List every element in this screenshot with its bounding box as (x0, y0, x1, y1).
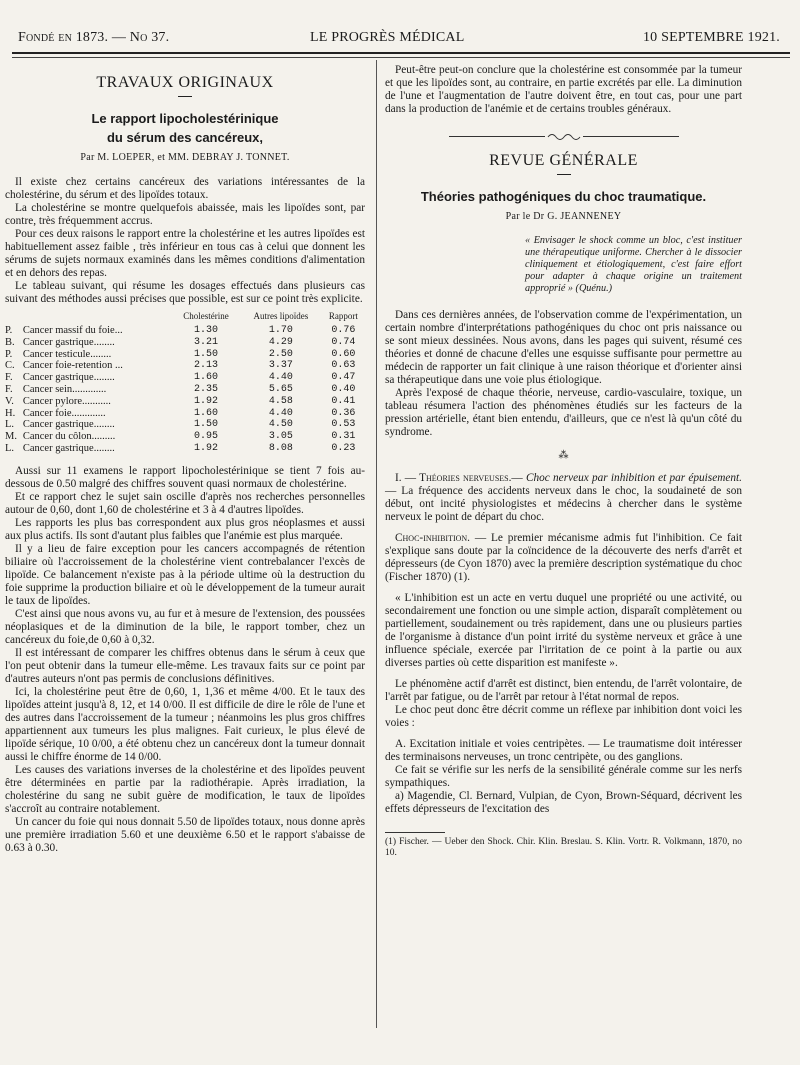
table-column-header: Cholestérine (183, 311, 229, 321)
patient-initial: P. (5, 348, 13, 360)
reflex-paragraphs (385, 678, 742, 730)
measure-value: 0.95 (194, 431, 219, 443)
cancer-type: Cancer du côlon......... (22, 431, 116, 443)
measure-value: 0.60 (331, 348, 356, 360)
ornament-flourish-icon (547, 132, 581, 140)
body-paragraph: Un cancer du foie qui nous donnait 5.50 de lipoïdes totaux, nous donne après une première irradiation 5.60 et une deuxième 6.50 et le rapport s'abaisse de 0.63 à 0.30. (5, 815, 365, 854)
measure-value: 0.36 (331, 407, 356, 419)
page-header (14, 30, 786, 48)
inhibition-label: Choc-inhibition. (395, 532, 470, 544)
right-column (385, 64, 742, 859)
table-row (5, 337, 365, 349)
cancer-type: Cancer gastrique........ (22, 336, 115, 348)
measure-value: 0.31 (331, 431, 356, 443)
measure-value: 1.50 (194, 348, 219, 360)
article-title-line-1: Le rapport lipocholestérinique (91, 111, 279, 126)
table-body (5, 325, 365, 455)
section-heading-2: REVUE GÉNÉRALE (489, 152, 638, 169)
patient-initial: H. (5, 407, 16, 419)
table-row (5, 360, 365, 372)
table-row (5, 384, 365, 396)
section-ornament (385, 132, 742, 140)
nervous-theories-text: — La fréquence des accidents nerveux dans le choc, la soudaineté de son début, ont incité physiologistes et médecins à chercher dans le système nerveux le point de départ du choc. (385, 485, 742, 523)
conclusion-paragraph: Peut-être peut-on conclure que la cholestérine est consommée par la tumeur et que les lipoïdes sont, au contraire, en partie excrétés par elle. La diminution de l'une et l'augmentation de l'autre doivent être, en tout cas, pour une part dans la production de l'anémie et de certains troubles généraux. (385, 64, 742, 115)
cancer-type: Cancer testicule........ (22, 348, 112, 360)
patient-initial: F. (5, 383, 13, 395)
table-row (5, 349, 365, 361)
footnote-rule (385, 832, 445, 833)
measure-value: 4.40 (268, 372, 293, 384)
measure-value: 1.60 (194, 372, 219, 384)
measure-value: 1.70 (268, 325, 293, 336)
section-heading: TRAVAUX ORIGINAUX (96, 74, 274, 91)
cancer-type: Cancer gastrique........ (22, 419, 115, 431)
table-row (5, 396, 365, 408)
measure-value: 0.74 (331, 336, 356, 348)
article-title-line-2: du sérum des cancéreux, (106, 130, 264, 145)
body-paragraph: Il existe chez certains cancéreux des variations intéressantes de la cholestérine, du sérum et des lipoïdes totaux. (5, 176, 365, 201)
measure-value: 0.47 (331, 372, 356, 384)
measure-value: 3.05 (268, 431, 293, 443)
section-dash-2 (557, 174, 571, 175)
left-column (5, 64, 365, 855)
cancer-type: Cancer foie............. (22, 407, 106, 419)
measure-value: 0.53 (331, 419, 356, 431)
header-rule (12, 52, 790, 54)
cancer-type: Cancer pylore........... (22, 395, 111, 407)
measure-value: 2.50 (268, 348, 293, 360)
issue-date: 10 SEPTEMBRE 1921. (642, 30, 780, 45)
patient-initial: P. (5, 325, 13, 336)
body-paragraph: Après l'exposé de chaque théorie, nerveuse, cardio-vasculaire, toxique, un tableau résumera l'action des phénomènes étudiés sur les facteurs de la pression artérielle, étant bien entendu, d'ailleurs, que ce n'est là qu'un côté du syndrome. (385, 387, 742, 438)
footnote: (1) Fischer. — Ueber den Shock. Chir. Klin. Breslau. S. Klin. Vortr. R. Volkmann, 1870, no 10. (385, 837, 742, 858)
column-divider (376, 60, 377, 1028)
body-paragraph: Les rapports les plus bas correspondent aux plus gros néoplasmes et aussi aux plus actifs. Ils sont d'autant plus faibles que l'anémie est plus marquée. (5, 516, 365, 542)
inhibition-text: — Le premier mécanisme admis fut l'inhibition. Ce fait s'explique sans doute par la coïncidence de la découverte des nerfs d'arrêt et dépresseurs (de Cyon 1870) avec la première description systématique du choc (Fischer 1870) (1). (385, 532, 742, 583)
measure-value: 1.50 (194, 419, 219, 431)
article-body-intro (5, 176, 365, 306)
measure-value: 0.23 (331, 442, 356, 454)
measure-value: 2.13 (194, 360, 219, 372)
measure-value: 3.37 (268, 360, 293, 372)
measure-value: 0.76 (331, 325, 356, 336)
body-paragraph: Et ce rapport chez le sujet sain oscille d'après nos recherches personnelles autour de 0,60, dont 1,60 de cholestérine et 3 à 4 d'autres lipoïdes. (5, 490, 365, 516)
epigraph-quote: « Envisager le shock comme un bloc, c'est instituer une thérapeutique uniforme. Chercher à le dissocier cliniquement et étiologiquement, c'est faire effort pour adapter à chaque origine un traitement approprié » (Quénu.) (525, 235, 742, 294)
cancer-type: Cancer foie-retention ... (22, 360, 123, 372)
patient-initial: L. (5, 442, 15, 454)
patient-initial: F. (5, 372, 13, 384)
patient-initial: C. (5, 360, 15, 372)
header-rule-thin (12, 57, 790, 58)
article-byline: Par M. LOEPER, et MM. DEBRAY J. TONNET. (80, 152, 290, 163)
patient-initial: V. (5, 395, 14, 407)
body-paragraph: La cholestérine se montre quelquefois abaissée, mais les lipoïdes sont, par contre, très fréquemment accrus. (5, 202, 365, 227)
body-paragraph: Le tableau suivant, qui résume les dosages effectués dans plusieurs cas suivant des méthodes aussi précises que possible, est sur ce point très explicite. (5, 280, 365, 305)
journal-title: LE PROGRÈS MÉDICAL (310, 30, 465, 45)
measure-value: 4.50 (268, 419, 293, 431)
measure-value: 1.60 (194, 407, 219, 419)
body-paragraph: Le choc peut donc être décrit comme un réflexe par inhibition dont voici les voies : (385, 704, 742, 729)
body-paragraph: Les causes des variations inverses de la cholestérine et des lipoïdes peuvent être déterminées en partie par la radiothérapie. Après irradiation, la cholestérine du sang ne subit guère de modification, le taux de lipoïdes s'accroît au contraire notablement. (5, 763, 365, 815)
table-column-header (5, 310, 23, 325)
nervous-theories-paragraph (385, 472, 742, 524)
body-paragraph: Il y a lieu de faire exception pour les cancers accompagnés de rétention biliaire où l'accroissement de la cholestérine vient contrebalancer l'excès de lipoïde. Ce balancement n'existe pas à la période ultime où la destruction du foie supprime la production biliaire et où le développement de la tumeur aurait le taux de lipoïdes. (5, 542, 365, 607)
pathway-b-paragraph: Ce fait se vérifie sur les nerfs de la sensibilité générale comme sur les nerfs sympathiques. (385, 764, 742, 789)
table-header-row (5, 310, 365, 325)
asterism: ⁂ (558, 450, 569, 461)
measure-value: 1.30 (194, 325, 219, 336)
founding-info: Fondé en 1873. — No 37. (18, 30, 170, 45)
lipid-table (5, 310, 365, 455)
body-paragraph: Il est intéressant de comparer les chiffres obtenus dans le sérum à ceux que l'on peut obtenir dans la tumeur elle-même. Les travaux faits sur ce point par d'autres auteurs n'ont pas permis de conclusions définitives. (5, 646, 365, 685)
measure-value: 5.65 (268, 383, 293, 395)
cancer-type: Cancer massif du foie... (22, 325, 123, 336)
patient-initial: B. (5, 336, 15, 348)
body-paragraph: Dans ces dernières années, de l'observation comme de l'expérimentation, un certain nombre d'interprétations pathogéniques du choc ont pris naissance ou se sont mieux dessinées. Nous avons, dans les pages qui suivent, résumé ces théories et donné de chacune d'elles une esquisse suffisante pour permettre au médecin de rapporter un fait clinique à une raison théorique et d'orienter ainsi sa thérapeutique dans une voie plus étiologique. (385, 309, 742, 386)
measure-value: 2.35 (194, 383, 219, 395)
cancer-type: Cancer gastrique........ (22, 442, 115, 454)
table-row (5, 431, 365, 443)
measure-value: 1.92 (194, 395, 219, 407)
table-row (5, 325, 365, 337)
cancer-type: Cancer gastrique........ (22, 372, 115, 384)
measure-value: 8.08 (268, 442, 293, 454)
measure-value: 0.40 (331, 383, 356, 395)
table-row (5, 443, 365, 455)
pathway-a-paragraph: A. Excitation initiale et voies centripètes. — Le traumatisme doit intéresser des terminaisons nerveuses, un tronc centripète, ou des ganglions. (385, 738, 742, 763)
table-column-header (23, 310, 172, 325)
table-column-header: Rapport (328, 311, 358, 321)
article-body-discussion (5, 465, 365, 855)
body-paragraph: Aussi sur 11 examens le rapport lipocholestérinique se tient 7 fois au-dessous de 0.50 malgré des chiffres souvent quasi normaux de cholestérine. (5, 464, 365, 490)
measure-value: 4.58 (268, 395, 293, 407)
patient-initial: L. (5, 419, 15, 431)
body-paragraph: C'est ainsi que nous avons vu, au fur et à mesure de l'extension, des poussées néoplasiques et de la diminution de la bile, le rapport tomber, chez un cancéreux du foie,de 0,60 à 0,32. (5, 607, 365, 646)
measure-value: 4.40 (268, 407, 293, 419)
table-row (5, 419, 365, 431)
cancer-type: Cancer sein............. (22, 383, 107, 395)
body-paragraph: Le phénomène actif d'arrêt est distinct, bien entendu, de l'arrêt volontaire, de l'arrêt par fatigue, ou de l'arrêt par retour à l'état normal de repos. (385, 678, 742, 703)
inhibition-paragraph (385, 532, 742, 584)
inhibition-definition-quote: « L'inhibition est un acte en vertu duquel une propriété ou une activité, ou secondairement une fonction ou une simple action, disparaît complètement ou partiellement, soudainement ou très rapidement, dans une ou plusieurs parties de l'organisme à distance d'un point irrité du système nerveux et grâce à une influence spéciale, exercée par l'irritation de ce point à la partie ou aux diverses parties où cette disparition est manifeste ». (385, 592, 742, 669)
review-intro (385, 309, 742, 439)
nervous-theories-subtitle: Choc nerveux par inhibition et par épuisement. (525, 472, 742, 484)
table-row (5, 372, 365, 384)
nervous-theories-label: I. — Théories nerveuses.— (395, 472, 523, 484)
pathway-c-paragraph: a) Magendie, Cl. Bernard, Vulpian, de Cyon, Brown-Séquard, décrivent les effets dépresseurs de l'excitation des (385, 790, 742, 815)
patient-initial: M. (5, 431, 17, 443)
body-paragraph: Ici, la cholestérine peut être de 0,60, 1, 1,36 et même 4/00. Et le taux des lipoïdes atteint jusqu'à 8, 12, et 14 0/00. Il est difficile de dire le rôle de l'une et des autres dans l'accroissement de la tumeur ; néanmoins les plus gros chiffres appartiennent aux tumeurs les plus malignes. Fait curieux, le plus élevé de lipoïde sérique, 10 0/00, a été obtenu chez un cancéreux dont la tumeur donnait aussi le chiffre énorme de 14 0/00. (5, 685, 365, 763)
measure-value: 0.41 (331, 395, 356, 407)
table-row (5, 408, 365, 420)
table-column-header: Autres lipoïdes (253, 311, 309, 321)
measure-value: 1.92 (194, 442, 219, 454)
body-paragraph: Pour ces deux raisons le rapport entre la cholestérine et les autres lipoïdes est habituellement assez faible , très inférieur en tous cas à celui que donnent les sérums de sujets normaux examinés dans les mêmes conditions d'alimentation et en dehors des repas. (5, 228, 365, 279)
article-byline-2: Par le Dr G. JEANNENEY (505, 211, 622, 222)
measure-value: 0.63 (331, 360, 356, 372)
measure-value: 3.21 (194, 336, 219, 348)
section-dash (178, 96, 192, 97)
article-title-2: Théories pathogéniques du choc traumatique. (420, 189, 707, 204)
measure-value: 4.29 (268, 336, 293, 348)
